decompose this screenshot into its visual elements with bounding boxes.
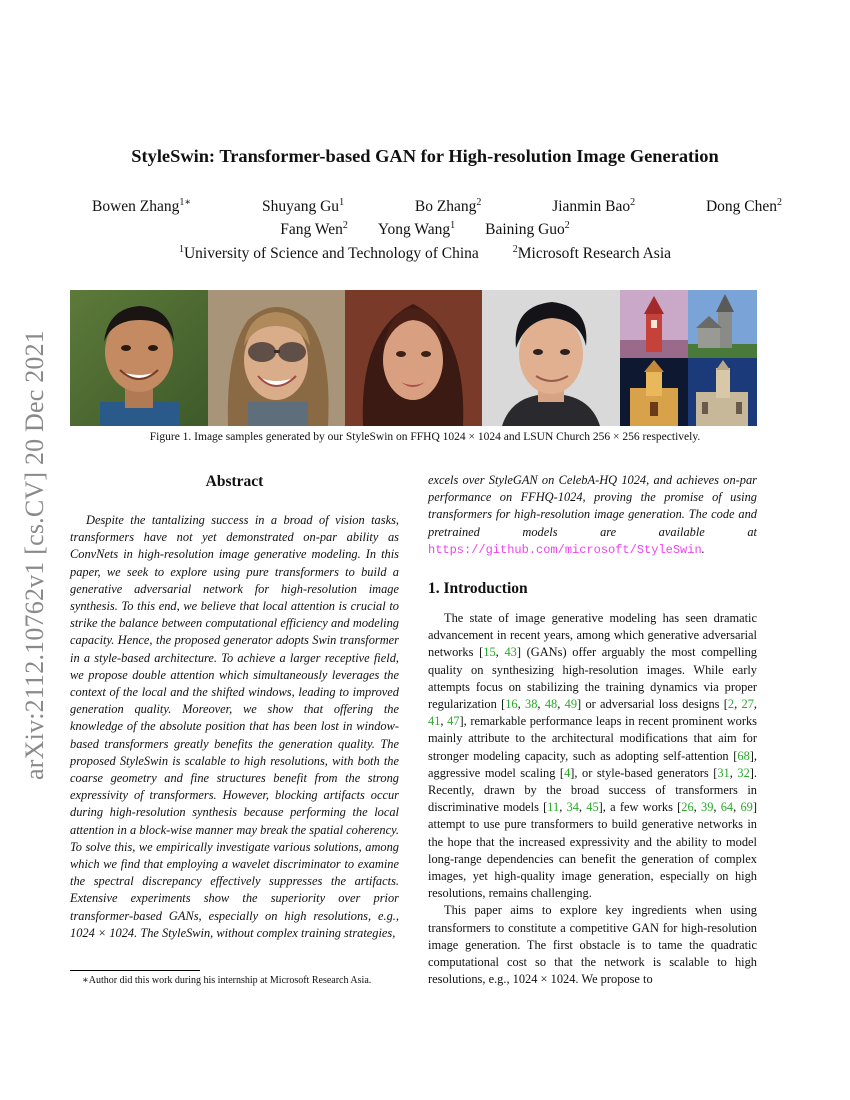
citation-link[interactable]: 49 <box>564 697 578 712</box>
citation-link[interactable]: 31 <box>717 765 730 780</box>
face-sample-2 <box>208 290 345 426</box>
citation-link[interactable]: 47 <box>447 714 460 729</box>
church-samples <box>620 290 757 426</box>
citation-link[interactable]: 26 <box>681 800 694 815</box>
face-sample-4 <box>482 290 620 426</box>
author: Bo Zhang$^2$ <box>414 197 482 215</box>
citation-link[interactable]: 39 <box>701 800 714 815</box>
citation-link[interactable]: 69 <box>740 800 753 815</box>
author: Fang Wen$^2$ <box>280 220 348 238</box>
church-sample-4 <box>688 358 757 426</box>
abstract-text: Despite the tantalizing success in a broad of vision tasks, transformers have not yet demonstrated on-par ability as ConvNets in high-resolution image generative modeling. In this paper, we seek to explore using pure transformers to build a generative adversarial network for high-resolution image synthesis. To this end, we believe that local attention is crucial to strike the balance between computational efficiency and modeling capacity. Hence, the proposed generator adopts Swin transformer in a style-based architecture. To achieve a larger receptive field, we propose double attention which simultaneously leverages the context of the local and the shifted windows, leading to improved generation quality. Moreover, we show that offering the knowledge of the absolute position that has been lost in window-based transformers greatly benefits the generation quality. The proposed StyleSwin is scalable to high resolutions, with both the coarse geometry and fine structures benefit from the strong expressivity of transformers. However, blocking artifacts occur during high-resolution synthesis because performing the local attention in a block-wise manner may break the spatial coherency. To solve this, we empirically investigate various solutions, among which we find that employing a wavelet discriminator to examine the spectral discrepancy effectively suppresses the artifacts. Extensive experiments show the superiority over prior transformer-based GANs, especially on high resolutions, e.g., 1024 × 1024. The StyleSwin, without complex training strategies, <box>70 513 399 940</box>
affiliation: $^2$Microsoft Research Asia <box>512 244 672 262</box>
intro-paragraph-2: This paper aims to explore key ingredients when using transformers to constitute a competitive GAN for high-resolution image generation. The first obstacle is to tame the quadratic computational cost so that the network is scalable to high resolutions, e.g., 1024 × 1024. We propose to <box>428 903 757 987</box>
affiliations <box>0 245 850 263</box>
footnote-divider <box>70 970 200 971</box>
arxiv-identifier: arXiv:2112.10762v1 [cs.CV] 20 Dec 2021 <box>20 329 49 780</box>
author: Yong Wang$^1$ <box>377 220 456 238</box>
abstract-heading: Abstract <box>205 473 264 490</box>
citation-link[interactable]: 15 <box>483 645 496 660</box>
author: Dong Chen$^2$ <box>705 197 782 215</box>
citation-link[interactable]: 38 <box>525 697 538 712</box>
author: Jianmin Bao$^2$ <box>552 197 636 215</box>
author-list-row-1 <box>92 198 782 216</box>
citation-link[interactable]: 41 <box>428 714 441 729</box>
citation-link[interactable]: 43 <box>504 645 517 660</box>
paper-title: StyleSwin: Transformer-based GAN for High-resolution Image Generation <box>131 146 719 166</box>
face-sample-1 <box>70 290 208 426</box>
church-sample-3 <box>620 358 688 426</box>
citation-link[interactable]: 2 <box>727 697 735 712</box>
figure-caption: Figure 1. Image samples generated by our StyleSwin on FFHQ 1024 × 1024 and LSUN Church 256 × 256 respectively. <box>149 431 701 443</box>
citation-link[interactable]: 64 <box>720 800 734 815</box>
citation-link[interactable]: 27 <box>741 697 754 712</box>
citation-link[interactable]: 68 <box>737 748 750 763</box>
section-heading-introduction: 1. Introduction <box>428 580 528 597</box>
citation-link[interactable]: 48 <box>544 697 558 712</box>
author-list-row-2 <box>0 221 850 239</box>
author: Shuyang Gu$^1$ <box>261 197 345 215</box>
citation-link[interactable]: 32 <box>737 765 750 780</box>
figure-1-samples <box>70 290 757 426</box>
footnote: ∗Author did this work during his internship at Microsoft Research Asia. <box>82 975 372 986</box>
affiliation: $^1$University of Science and Technology of China <box>178 244 479 262</box>
face-sample-3 <box>345 290 482 426</box>
citation-link[interactable]: 11 <box>547 800 560 815</box>
citation-link[interactable]: 16 <box>505 697 518 712</box>
church-sample-2 <box>688 290 757 358</box>
intro-paragraph-1: The state of image generative modeling has seen dramatic advancement in recent years, among which generative adversarial networks [15, 43] (GANs) offer arguably the most compelling quality on synthesizing high-resolution images. While early attempts focus on stabilizing the training dynamics via proper regularization [16, 38, 48, 49] or adversarial loss designs [2, 27, 41, 47], remarkable performance leaps in recent prominent works mainly attribute to the architectural modifications that aim for stronger modeling capacity, such as adopting self-attention [68], aggressive model scaling [4], or style-based generators [31, 32]. Recently, drawn by the broad success of transformers in discriminative models [11, 34, 45], a few works [26, 39, 64, 69] attempt to use pure transformers to build generative networks in the hope that the increased expressivity and the ability to model long-range dependencies can benefit the generation of complex images, yet high-quality image generation, especially on high resolutions, remains challenging. <box>428 611 757 901</box>
church-sample-1 <box>620 290 688 358</box>
author: Bowen Zhang$^{1∗}$ <box>92 197 192 215</box>
citation-link[interactable]: 34 <box>566 800 579 815</box>
abstract-continuation: excels over StyleGAN on CelebA-HQ 1024, and achieves on-par performance on FFHQ-1024, proving the promise of using transformers for high-resolution image generation. The code and pretrained models are available at https://github.com/microsoft/StyleSwin. <box>428 473 757 557</box>
introduction-body <box>428 610 757 988</box>
citation-link[interactable]: 4 <box>564 765 571 780</box>
citation-link[interactable]: 45 <box>586 800 599 815</box>
author: Baining Guo$^2$ <box>485 220 570 238</box>
code-repository-link[interactable]: https://github.com/microsoft/StyleSwin <box>428 542 702 557</box>
